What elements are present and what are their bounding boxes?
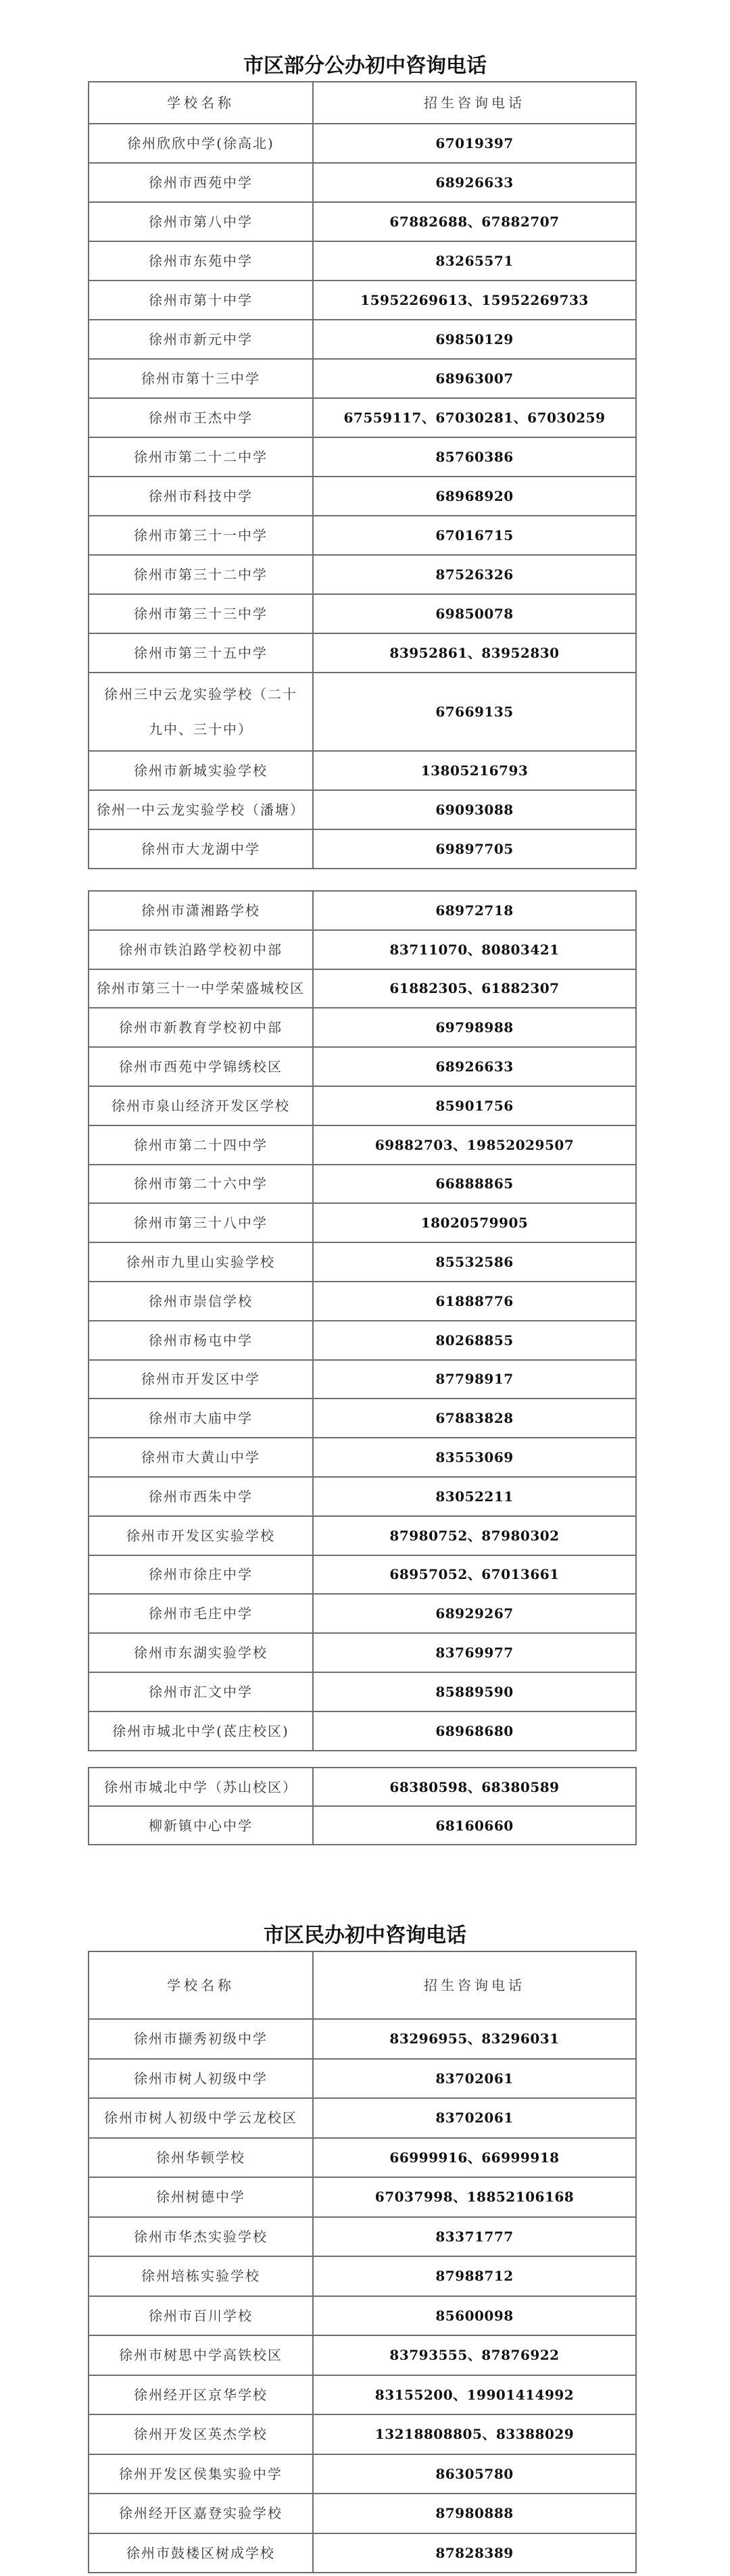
- school-name-cell: 徐州开发区英杰学校: [89, 2414, 313, 2454]
- phone-cell: 68380598、68380589: [313, 1768, 636, 1806]
- table-row: [89, 594, 636, 633]
- phone-cell: 87980888: [313, 2494, 636, 2533]
- table-row: [89, 516, 636, 555]
- phone-cell: 83952861、83952830: [313, 633, 636, 673]
- phone-cell: 18020579905: [313, 1203, 636, 1242]
- table-row: [89, 2414, 636, 2454]
- table-row: [89, 633, 636, 673]
- table-row: [89, 2019, 636, 2059]
- phone-cell: 86305780: [313, 2454, 636, 2494]
- column-header-phone: 招生咨询电话: [313, 1951, 636, 2019]
- table-row: [89, 1806, 636, 1845]
- school-name-cell: 徐州市第二十二中学: [89, 437, 313, 477]
- table-row: [89, 1555, 636, 1595]
- school-name-cell: 徐州市徐庄中学: [89, 1555, 313, 1595]
- table-row: [89, 1768, 636, 1806]
- school-name-cell: 徐州市树思中学高铁校区: [89, 2335, 313, 2375]
- school-name-cell: 徐州市第二十六中学: [89, 1165, 313, 1204]
- table-row: [89, 1633, 636, 1672]
- school-name-cell: 徐州市第三十三中学: [89, 594, 313, 633]
- phone-cell: 68957052、67013661: [313, 1555, 636, 1595]
- phone-cell: 83702061: [313, 2098, 636, 2138]
- phone-cell: 68929267: [313, 1594, 636, 1633]
- school-name-cell: 徐州市潇湘路学校: [89, 891, 313, 930]
- phone-cell: 87828389: [313, 2533, 636, 2573]
- school-name-cell: 徐州市第三十一中学荣盛城校区: [89, 969, 313, 1008]
- table-row: [89, 1438, 636, 1477]
- phone-cell: 67883828: [313, 1399, 636, 1438]
- school-name-cell: 徐州市王杰中学: [89, 398, 313, 437]
- school-name-cell: 徐州市新元中学: [89, 320, 313, 359]
- table-row: [89, 891, 636, 930]
- phone-cell: 61888776: [313, 1282, 636, 1321]
- school-name-cell: 徐州市鼓楼区树成学校: [89, 2533, 313, 2573]
- phone-cell: 68972718: [313, 891, 636, 930]
- phone-cell: 85889590: [313, 1672, 636, 1711]
- phone-cell: 85600098: [313, 2296, 636, 2336]
- school-name-cell: 徐州市东苑中学: [89, 241, 313, 281]
- table-row: [89, 1086, 636, 1125]
- school-name-cell: 徐州市第二十四中学: [89, 1125, 313, 1165]
- public-schools-table-2: [88, 890, 637, 1751]
- school-name-cell: 徐州市城北中学（苏山校区）: [89, 1768, 313, 1806]
- phone-cell: 83711070、80803421: [313, 930, 636, 969]
- phone-cell: 68968920: [313, 477, 636, 516]
- table-row: [89, 1516, 636, 1555]
- table-row: [89, 437, 636, 477]
- school-name-cell: 徐州市九里山实验学校: [89, 1242, 313, 1282]
- table-row: [89, 359, 636, 398]
- phone-cell: 68926633: [313, 163, 636, 202]
- table-row: [89, 2454, 636, 2494]
- school-name-cell: 徐州市铁泊路学校初中部: [89, 930, 313, 969]
- table-row: [89, 124, 636, 163]
- school-name-cell: 徐州三中云龙实验学校（二十九中、三十中）: [89, 673, 313, 751]
- phone-cell: 83553069: [313, 1438, 636, 1477]
- school-name-cell: 徐州市新教育学校初中部: [89, 1008, 313, 1047]
- table-row: [89, 2533, 636, 2573]
- table-row: [89, 1477, 636, 1516]
- school-name-cell: 徐州市第八中学: [89, 202, 313, 241]
- phone-cell: 69882703、19852029507: [313, 1125, 636, 1165]
- public-schools-table-3: [88, 1767, 637, 1845]
- phone-cell: 83371777: [313, 2217, 636, 2257]
- phone-cell: 80268855: [313, 1321, 636, 1360]
- school-name-cell: 徐州市西朱中学: [89, 1477, 313, 1516]
- phone-cell: 87526326: [313, 555, 636, 594]
- phone-cell: 87798917: [313, 1360, 636, 1399]
- school-name-cell: 徐州市科技中学: [89, 477, 313, 516]
- table-row: [89, 2059, 636, 2099]
- table-row: [89, 2177, 636, 2217]
- school-name-cell: 徐州市第十中学: [89, 281, 313, 320]
- phone-cell: 13218808805、83388029: [313, 2414, 636, 2454]
- public-schools-table-1: [88, 81, 637, 869]
- table-row: [89, 163, 636, 202]
- school-name-cell: 徐州市新城实验学校: [89, 751, 313, 790]
- phone-cell: 66999916、66999918: [313, 2138, 636, 2178]
- phone-cell: 83769977: [313, 1633, 636, 1672]
- school-name-cell: 徐州市百川学校: [89, 2296, 313, 2336]
- phone-cell: 83702061: [313, 2059, 636, 2099]
- phone-cell: 68160660: [313, 1806, 636, 1845]
- table-row: [89, 2296, 636, 2336]
- school-name-cell: 徐州市城北中学(茋庄校区): [89, 1711, 313, 1751]
- table-row: [89, 1008, 636, 1047]
- school-name-cell: 徐州市第三十一中学: [89, 516, 313, 555]
- phone-cell: 83052211: [313, 1477, 636, 1516]
- phone-cell: 69897705: [313, 829, 636, 869]
- school-name-cell: 徐州经开区京华学校: [89, 2375, 313, 2415]
- table-row: [89, 2138, 636, 2178]
- school-name-cell: 徐州市崇信学校: [89, 1282, 313, 1321]
- school-name-cell: 徐州市第三十八中学: [89, 1203, 313, 1242]
- table-row: [89, 1282, 636, 1321]
- table-row: [89, 2375, 636, 2415]
- phone-cell: 67882688、67882707: [313, 202, 636, 241]
- table-row: [89, 1047, 636, 1086]
- table-row: [89, 1711, 636, 1751]
- phone-cell: 83296955、83296031: [313, 2019, 636, 2059]
- table-row: [89, 2256, 636, 2296]
- table-header-row: [89, 82, 636, 124]
- table-row: [89, 2098, 636, 2138]
- table-row: [89, 673, 636, 751]
- table-row: [89, 202, 636, 241]
- phone-cell: 85532586: [313, 1242, 636, 1282]
- school-name-cell: 徐州经开区嘉登实验学校: [89, 2494, 313, 2533]
- table-header-row: [89, 1951, 636, 2019]
- school-name-cell: 徐州欣欣中学(徐高北): [89, 124, 313, 163]
- school-name-cell: 徐州市大黄山中学: [89, 1438, 313, 1477]
- phone-cell: 69093088: [313, 790, 636, 829]
- table-row: [89, 2494, 636, 2533]
- table-row: [89, 1399, 636, 1438]
- table-row: [89, 281, 636, 320]
- table-row: [89, 1321, 636, 1360]
- phone-cell: 87980752、87980302: [313, 1516, 636, 1555]
- phone-cell: 87988712: [313, 2256, 636, 2296]
- phone-cell: 67019397: [313, 124, 636, 163]
- table-row: [89, 751, 636, 790]
- school-name-cell: 徐州华顿学校: [89, 2138, 313, 2178]
- phone-cell: 85901756: [313, 1086, 636, 1125]
- phone-cell: 68968680: [313, 1711, 636, 1751]
- school-name-cell: 徐州市东湖实验学校: [89, 1633, 313, 1672]
- table-row: [89, 477, 636, 516]
- school-name-cell: 徐州市第三十五中学: [89, 633, 313, 673]
- table-row: [89, 1360, 636, 1399]
- school-name-cell: 徐州开发区侯集实验中学: [89, 2454, 313, 2494]
- school-name-cell: 徐州市第十三中学: [89, 359, 313, 398]
- table-row: [89, 829, 636, 869]
- school-name-cell: 徐州市大庙中学: [89, 1399, 313, 1438]
- private-schools-table: [88, 1951, 637, 2573]
- school-name-cell: 徐州市撷秀初级中学: [89, 2019, 313, 2059]
- table-row: [89, 1125, 636, 1165]
- school-name-cell: 徐州市杨屯中学: [89, 1321, 313, 1360]
- phone-cell: 69850129: [313, 320, 636, 359]
- phone-cell: 67037998、18852106168: [313, 2177, 636, 2217]
- column-header-school-name: 学校名称: [89, 1951, 313, 2019]
- phone-cell: 83155200、19901414992: [313, 2375, 636, 2415]
- school-name-cell: 徐州市西苑中学: [89, 163, 313, 202]
- private-schools-title: 市区民办初中咨询电话: [264, 1924, 466, 1947]
- school-name-cell: 徐州市开发区中学: [89, 1360, 313, 1399]
- phone-cell: 67669135: [313, 673, 636, 751]
- table-row: [89, 1594, 636, 1633]
- phone-cell: 68963007: [313, 359, 636, 398]
- school-name-cell: 徐州市毛庄中学: [89, 1594, 313, 1633]
- table-row: [89, 969, 636, 1008]
- column-header-phone: 招生咨询电话: [313, 82, 636, 124]
- table-row: [89, 1203, 636, 1242]
- school-name-cell: 徐州市开发区实验学校: [89, 1516, 313, 1555]
- school-name-cell: 徐州树德中学: [89, 2177, 313, 2217]
- phone-cell: 13805216793: [313, 751, 636, 790]
- school-name-cell: 柳新镇中心中学: [89, 1806, 313, 1845]
- table-row: [89, 1242, 636, 1282]
- table-row: [89, 398, 636, 437]
- school-name-cell: 徐州一中云龙实验学校（潘塘）: [89, 790, 313, 829]
- table-row: [89, 2217, 636, 2257]
- table-row: [89, 2335, 636, 2375]
- table-row: [89, 555, 636, 594]
- phone-cell: 83265571: [313, 241, 636, 281]
- column-header-school-name: 学校名称: [89, 82, 313, 124]
- school-name-cell: 徐州市汇文中学: [89, 1672, 313, 1711]
- school-name-cell: 徐州市树人初级中学云龙校区: [89, 2098, 313, 2138]
- public-schools-title: 市区部分公办初中咨询电话: [243, 54, 487, 78]
- school-name-cell: 徐州培栋实验学校: [89, 2256, 313, 2296]
- phone-cell: 66888865: [313, 1165, 636, 1204]
- phone-cell: 85760386: [313, 437, 636, 477]
- school-name-cell: 徐州市树人初级中学: [89, 2059, 313, 2099]
- phone-cell: 67559117、67030281、67030259: [313, 398, 636, 437]
- phone-cell: 15952269613、15952269733: [313, 281, 636, 320]
- school-name-cell: 徐州市泉山经济开发区学校: [89, 1086, 313, 1125]
- phone-cell: 61882305、61882307: [313, 969, 636, 1008]
- table-row: [89, 1672, 636, 1711]
- table-row: [89, 790, 636, 829]
- table-row: [89, 1165, 636, 1204]
- school-name-cell: 徐州市华杰实验学校: [89, 2217, 313, 2257]
- phone-cell: 67016715: [313, 516, 636, 555]
- table-row: [89, 241, 636, 281]
- phone-cell: 83793555、87876922: [313, 2335, 636, 2375]
- phone-cell: 68926633: [313, 1047, 636, 1086]
- school-name-cell: 徐州市大龙湖中学: [89, 829, 313, 869]
- table-row: [89, 930, 636, 969]
- phone-cell: 69850078: [313, 594, 636, 633]
- table-row: [89, 320, 636, 359]
- school-name-cell: 徐州市第三十二中学: [89, 555, 313, 594]
- school-name-cell: 徐州市西苑中学锦绣校区: [89, 1047, 313, 1086]
- phone-cell: 69798988: [313, 1008, 636, 1047]
